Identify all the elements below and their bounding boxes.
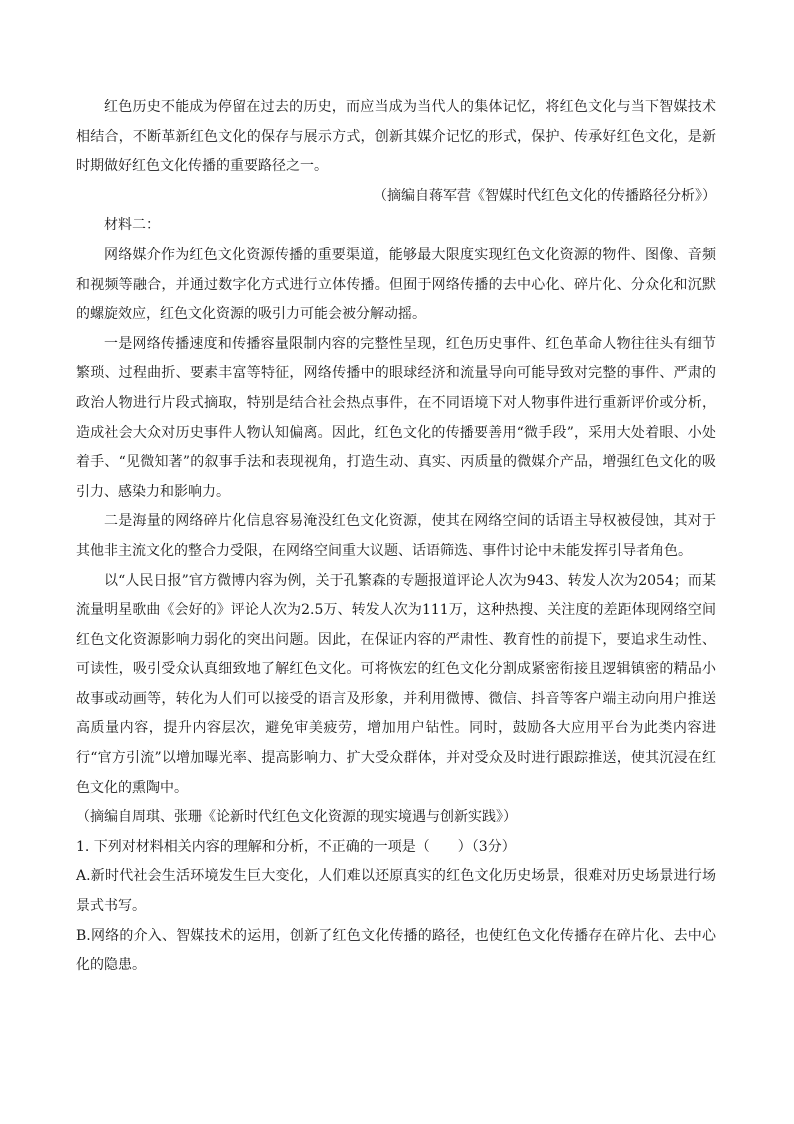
material2-label: 材料二： — [104, 217, 160, 234]
material1-source: （摘编自蒋军营《智媒时代红色文化的传播路径分析》） — [373, 187, 716, 204]
material1-paragraph: 红色历史不能成为停留在过去的历史，而应当成为当代人的集体记忆，将红色文化与当下智媒技术相结合，不断革新红色文化的保存与展示方式，创新其媒介记忆的形式，保护、传承好红色文化，是新时期做好红色文化传播的重要路径之一。 — [76, 99, 716, 175]
document-page — [76, 93, 716, 981]
material2-paragraph-3: 二是海量的网络碎片化信息容易淹没红色文化资源，使其在网络空间的话语主导权被侵蚀，其对于其他非主流文化的整合力受限，在网络空间重大议题、话语筛选、事件讨论中未能发挥引导者角色。 — [76, 513, 716, 559]
question-1-option-b: B.网络的介入、智媒技术的运用，创新了红色文化传播的路径，也使红色文化传播存在碎片化、去中心化的隐患。 — [76, 927, 716, 974]
material2-paragraph-1: 网络媒介作为红色文化资源传播的重要渠道，能够最大限度实现红色文化资源的物件、图像、音频和视频等融合，并通过数字化方式进行立体传播。但囿于网络传播的去中心化、碎片化、分众化和沉默的螺旋效应，红色文化资源的吸引力可能会被分解动摇。 — [76, 246, 716, 323]
question-1-option-a: A.新时代社会生活环境发生巨大变化，人们难以还原真实的红色文化历史场景，很难对历史场景进行场景式书写。 — [76, 868, 716, 915]
material2-paragraph-4: 以“人民日报”官方微博内容为例，关于孔繁森的专题报道评论人次为943、转发人次为2054；而某流量明星歌曲《会好的》评论人次为2.5万、转发人次为111万，这种热搜、关注度的差距体现网络空间红色文化资源影响力弱化的突出问题。因此，在保证内容的严肃性、教育性的前提下，要追求生动性、可读性，吸引受众认真细致地了解红色文化。可将恢宏的红色文化分割成紧密衔接且逻辑镇密的精品小故事或动画等，转化为人们可以接受的语言及形象，并利用微博、微信、抖音等客户端主动向用户推送高质量内容，提升内容层次，避免审美疲劳，增加用户钻性。同时，鼓励各大应用平台为此类内容进行“官方引流”以增加曝光率、提高影响力、扩大受众群体，并对受众及时进行跟踪推送，使其沉浸在红色文化的熏陶中。 — [76, 572, 716, 796]
material2-paragraph-2: 一是网络传播速度和传播容量限制内容的完整性呈现，红色历史事件、红色革命人物往往头有细节繁琐、过程曲折、要素丰富等特征，网络传播中的眼球经济和流量导向可能导致对完整的事件、严肃的政治人物进行片段式摘取，特别是结合社会热点事件，在不同语境下对人物事件进行重新评价或分析，造成社会大众对历史事件人物认知偏离。因此，红色文化的传播要善用“微手段”，采用大处着眼、小处着手、“见微知著”的叙事手法和表现视角，打造生动、真实、丙质量的微媒介产品，增强红色文化的吸引力、感染力和影响力。 — [76, 335, 716, 500]
material2-source: （摘编自周琪、张珊《论新时代红色文化资源的现实境遇与创新实践》） — [76, 809, 517, 826]
question-1-stem: 1. 下列对材料相关内容的理解和分析，不正确的一项是（ ）（3分） — [76, 838, 516, 855]
